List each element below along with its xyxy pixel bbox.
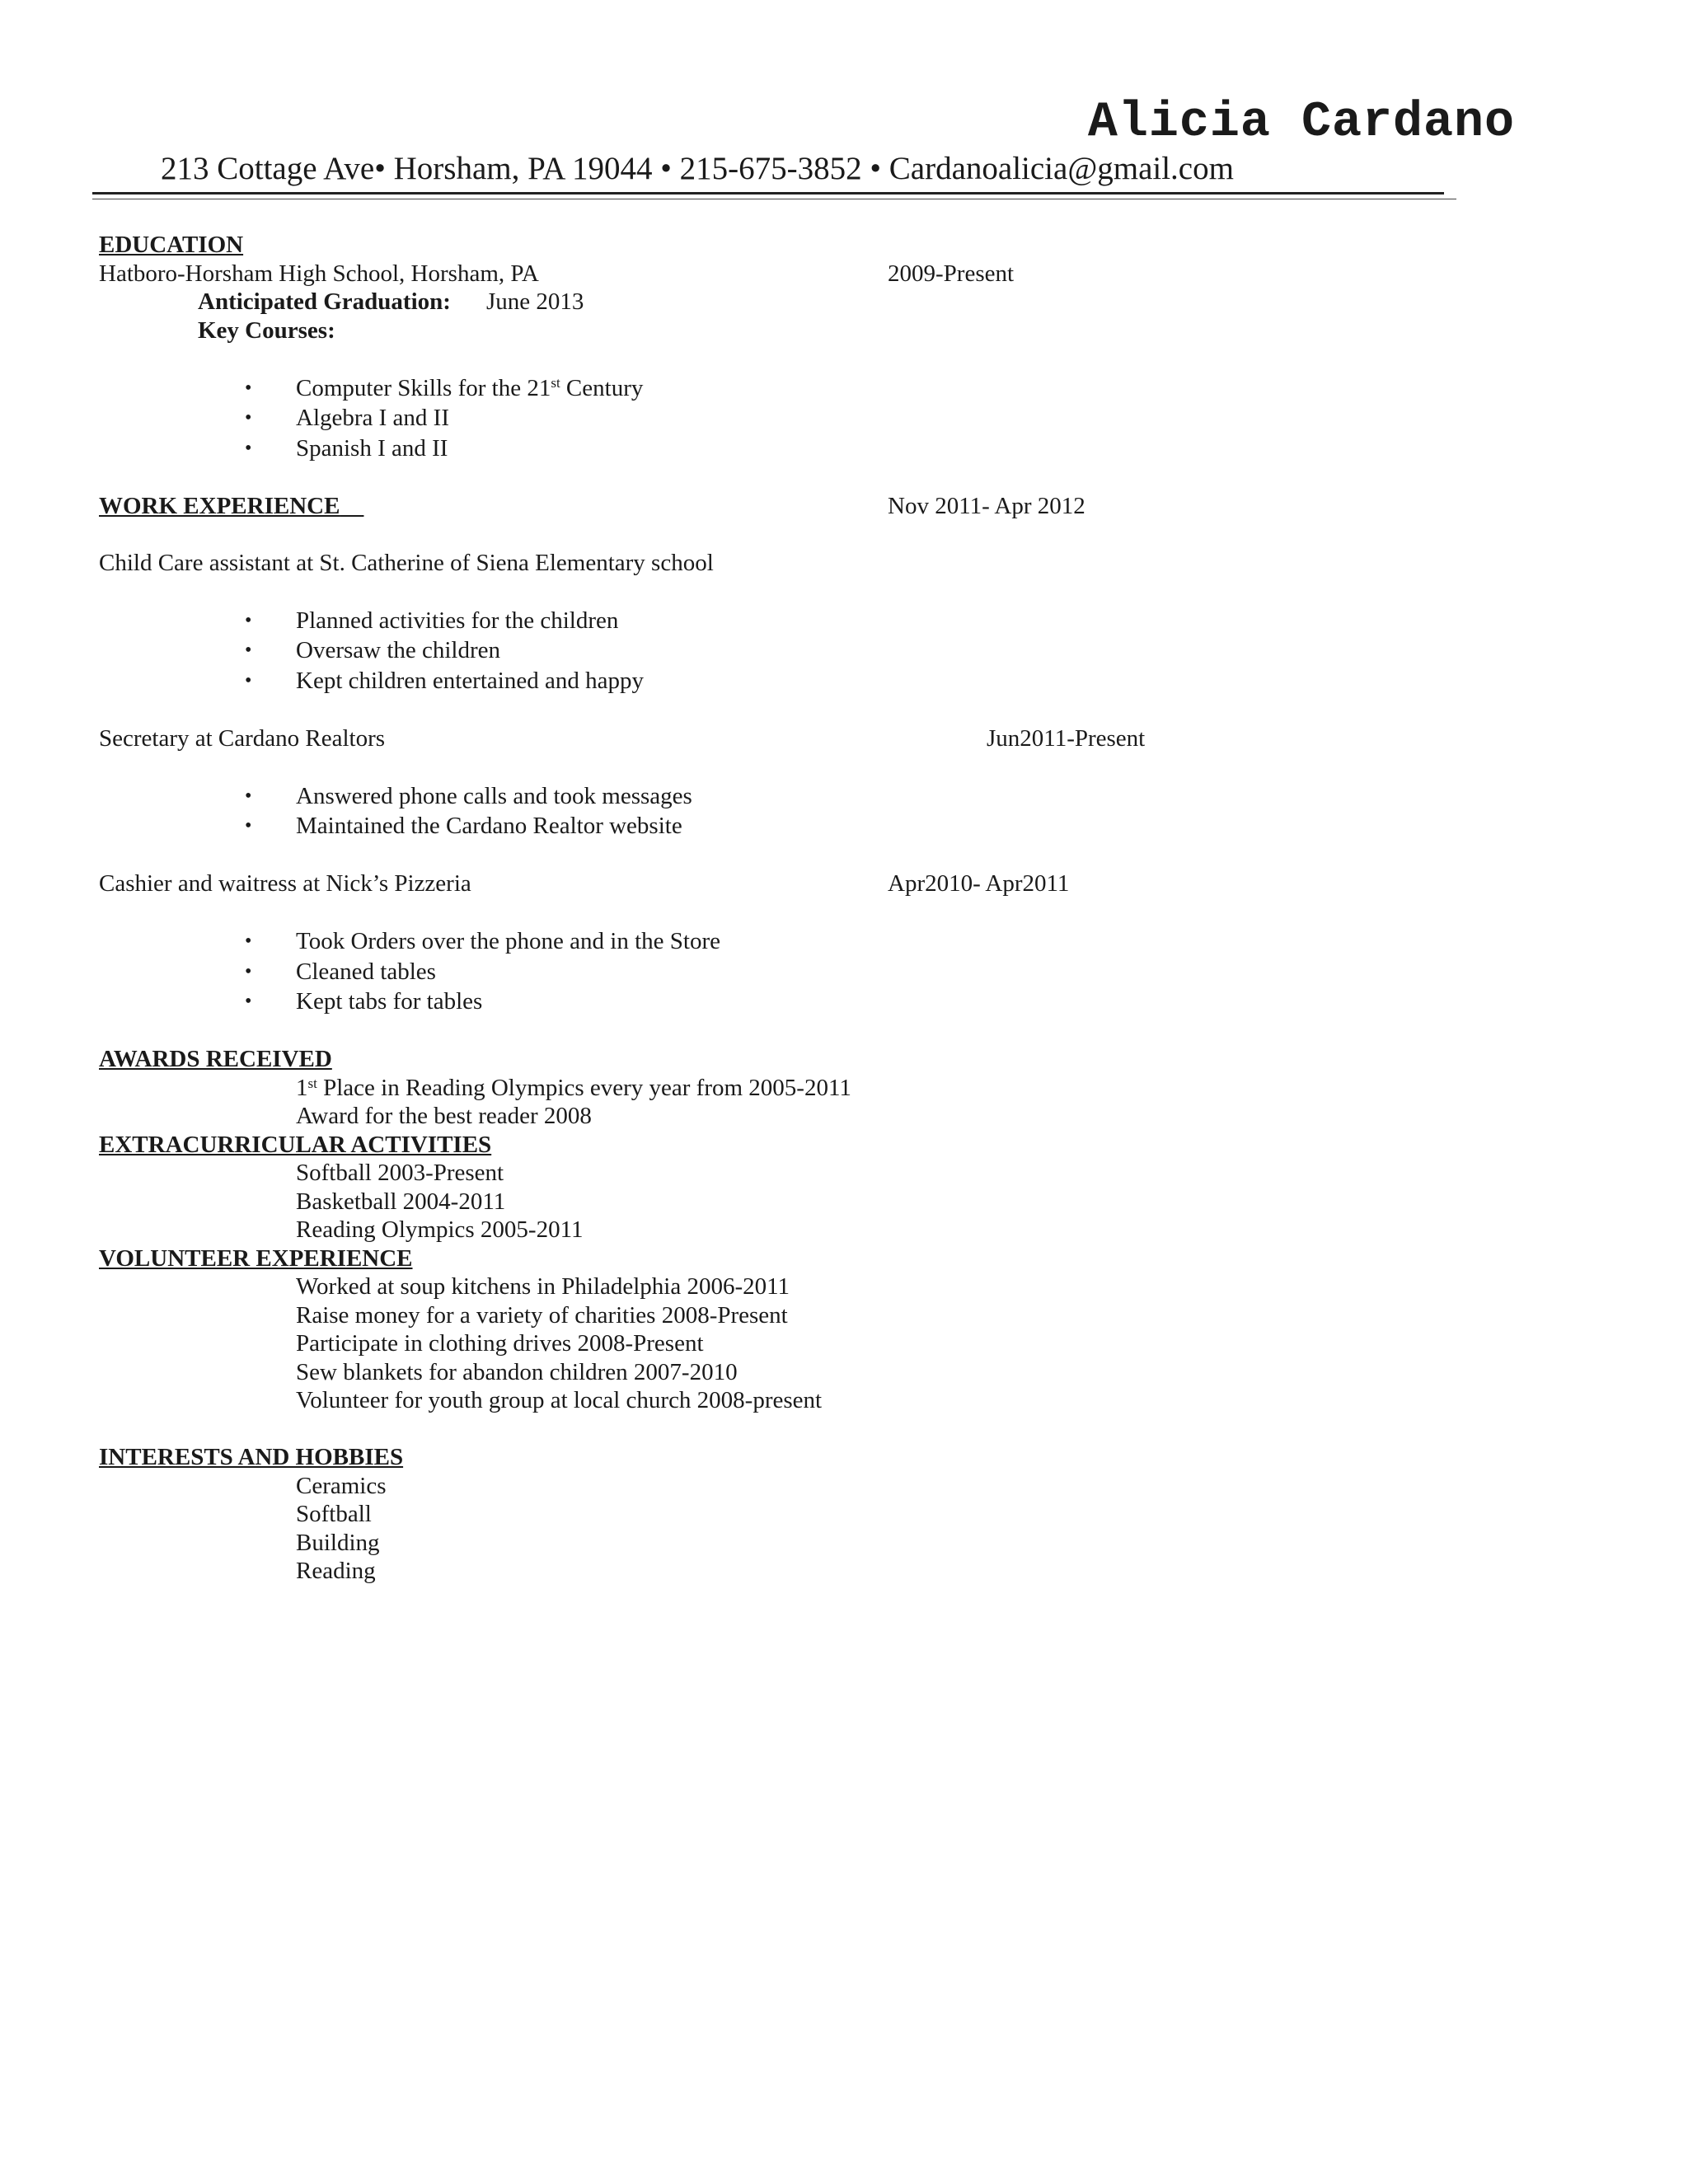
bullet-icon: • [245,640,252,661]
list-item [99,926,1541,957]
list-item [99,403,1541,434]
bullet-icon: • [245,930,252,952]
job-duty: Planned activities for the children [296,607,619,634]
education-heading: EDUCATION [99,232,244,258]
job-line [99,724,1541,753]
bullet-icon: • [245,377,252,399]
job-duty: Maintained the Cardano Realtor website [296,813,682,839]
volunteer-heading: VOLUNTEER EXPERIENCE [99,1244,413,1272]
key-courses-label: Key Courses: [198,316,335,344]
education-school-line [99,260,1541,288]
interest-item: Softball [296,1501,372,1527]
graduation-date: June 2013 [485,288,584,315]
bullet-icon: • [245,669,252,691]
education-dates: 2009-Present [888,260,1015,287]
bullet-icon: • [245,785,252,807]
extracurricular-heading: EXTRACURRICULAR ACTIVITIES [99,1131,492,1158]
bullet-icon: • [245,960,252,982]
extracurricular-heading-line [99,1131,1541,1160]
job-duty: Kept children entertained and happy [296,667,644,694]
bullet-icon: • [245,609,252,631]
course-item: Algebra I and II [296,405,449,431]
awards-heading: AWARDS RECEIVED [99,1046,332,1072]
job-line [99,869,1541,898]
course-item: Spanish I and II [296,434,448,462]
volunteer-item: Participate in clothing drives 2008-Present [296,1330,704,1357]
list-item [99,987,1541,1017]
interests-heading: INTERESTS AND HOBBIES [99,1444,404,1470]
list-item [99,373,1541,404]
header-rule [92,192,1444,194]
list-item [99,666,1541,696]
list-item [99,606,1541,636]
contact-line: 213 Cottage Ave• Horsham, PA 19044 • 215-675-3852 • Cardanoalicia@gmail.com [161,151,1234,186]
resume-name: Alicia Cardano [1087,95,1515,151]
awards-heading-line [99,1045,1541,1074]
award-item: 1st Place in Reading Olympics every year from 2005-2011 [296,1074,851,1101]
job-duty: Oversaw the children [296,637,501,663]
bullet-icon: • [245,991,252,1012]
volunteer-item: Volunteer for youth group at local church 2008-present [296,1387,823,1413]
education-school: Hatboro-Horsham High School, Horsham, PA [99,260,539,287]
job-dates: Apr2010- Apr2011 [888,870,1070,897]
work-dates: Nov 2011- Apr 2012 [888,492,1085,519]
interest-item: Ceramics [296,1472,387,1499]
list-item [99,434,1541,464]
volunteer-item: Worked at soup kitchens in Philadelphia 2006-2011 [296,1273,790,1300]
resume-body [99,231,1541,1586]
job-duty: Kept tabs for tables [296,988,483,1015]
list-item [99,811,1541,841]
graduation-line [99,288,1541,316]
job-duty: Cleaned tables [296,958,436,985]
bullet-icon: • [245,437,252,459]
bullet-icon: • [245,407,252,429]
job-dates: Jun2011-Present [987,724,1146,752]
job-duty: Answered phone calls and took messages [296,782,692,809]
volunteer-item: Raise money for a variety of charities 2008-Present [296,1301,788,1329]
job-duty: Took Orders over the phone and in the Store [296,928,721,954]
volunteer-heading-line [99,1244,1541,1273]
job-title: Cashier and waitress at Nick’s Pizzeria [99,870,471,897]
bullet-icon: • [245,815,252,837]
award-item: Award for the best reader 2008 [296,1103,592,1129]
activity-item: Reading Olympics 2005-2011 [296,1216,584,1243]
list-item [99,957,1541,987]
interest-item: Reading [296,1558,376,1584]
job-title: Child Care assistant at St. Catherine of Siena Elementary school [99,549,714,576]
education-heading-line [99,231,1541,260]
list-item [99,635,1541,666]
work-heading: WORK EXPERIENCE [99,492,340,519]
activity-item: Softball 2003-Present [296,1160,504,1186]
interest-item: Building [296,1529,380,1556]
job-title: Secretary at Cardano Realtors [99,724,386,752]
list-item [99,781,1541,812]
graduation-label: Anticipated Graduation: [198,288,451,315]
course-item: Computer Skills for the 21st Century [296,374,644,401]
volunteer-item: Sew blankets for abandon children 2007-2010 [296,1358,738,1385]
interests-heading-line [99,1443,1541,1472]
activity-item: Basketball 2004-2011 [296,1188,506,1215]
work-heading-line [99,492,1541,521]
